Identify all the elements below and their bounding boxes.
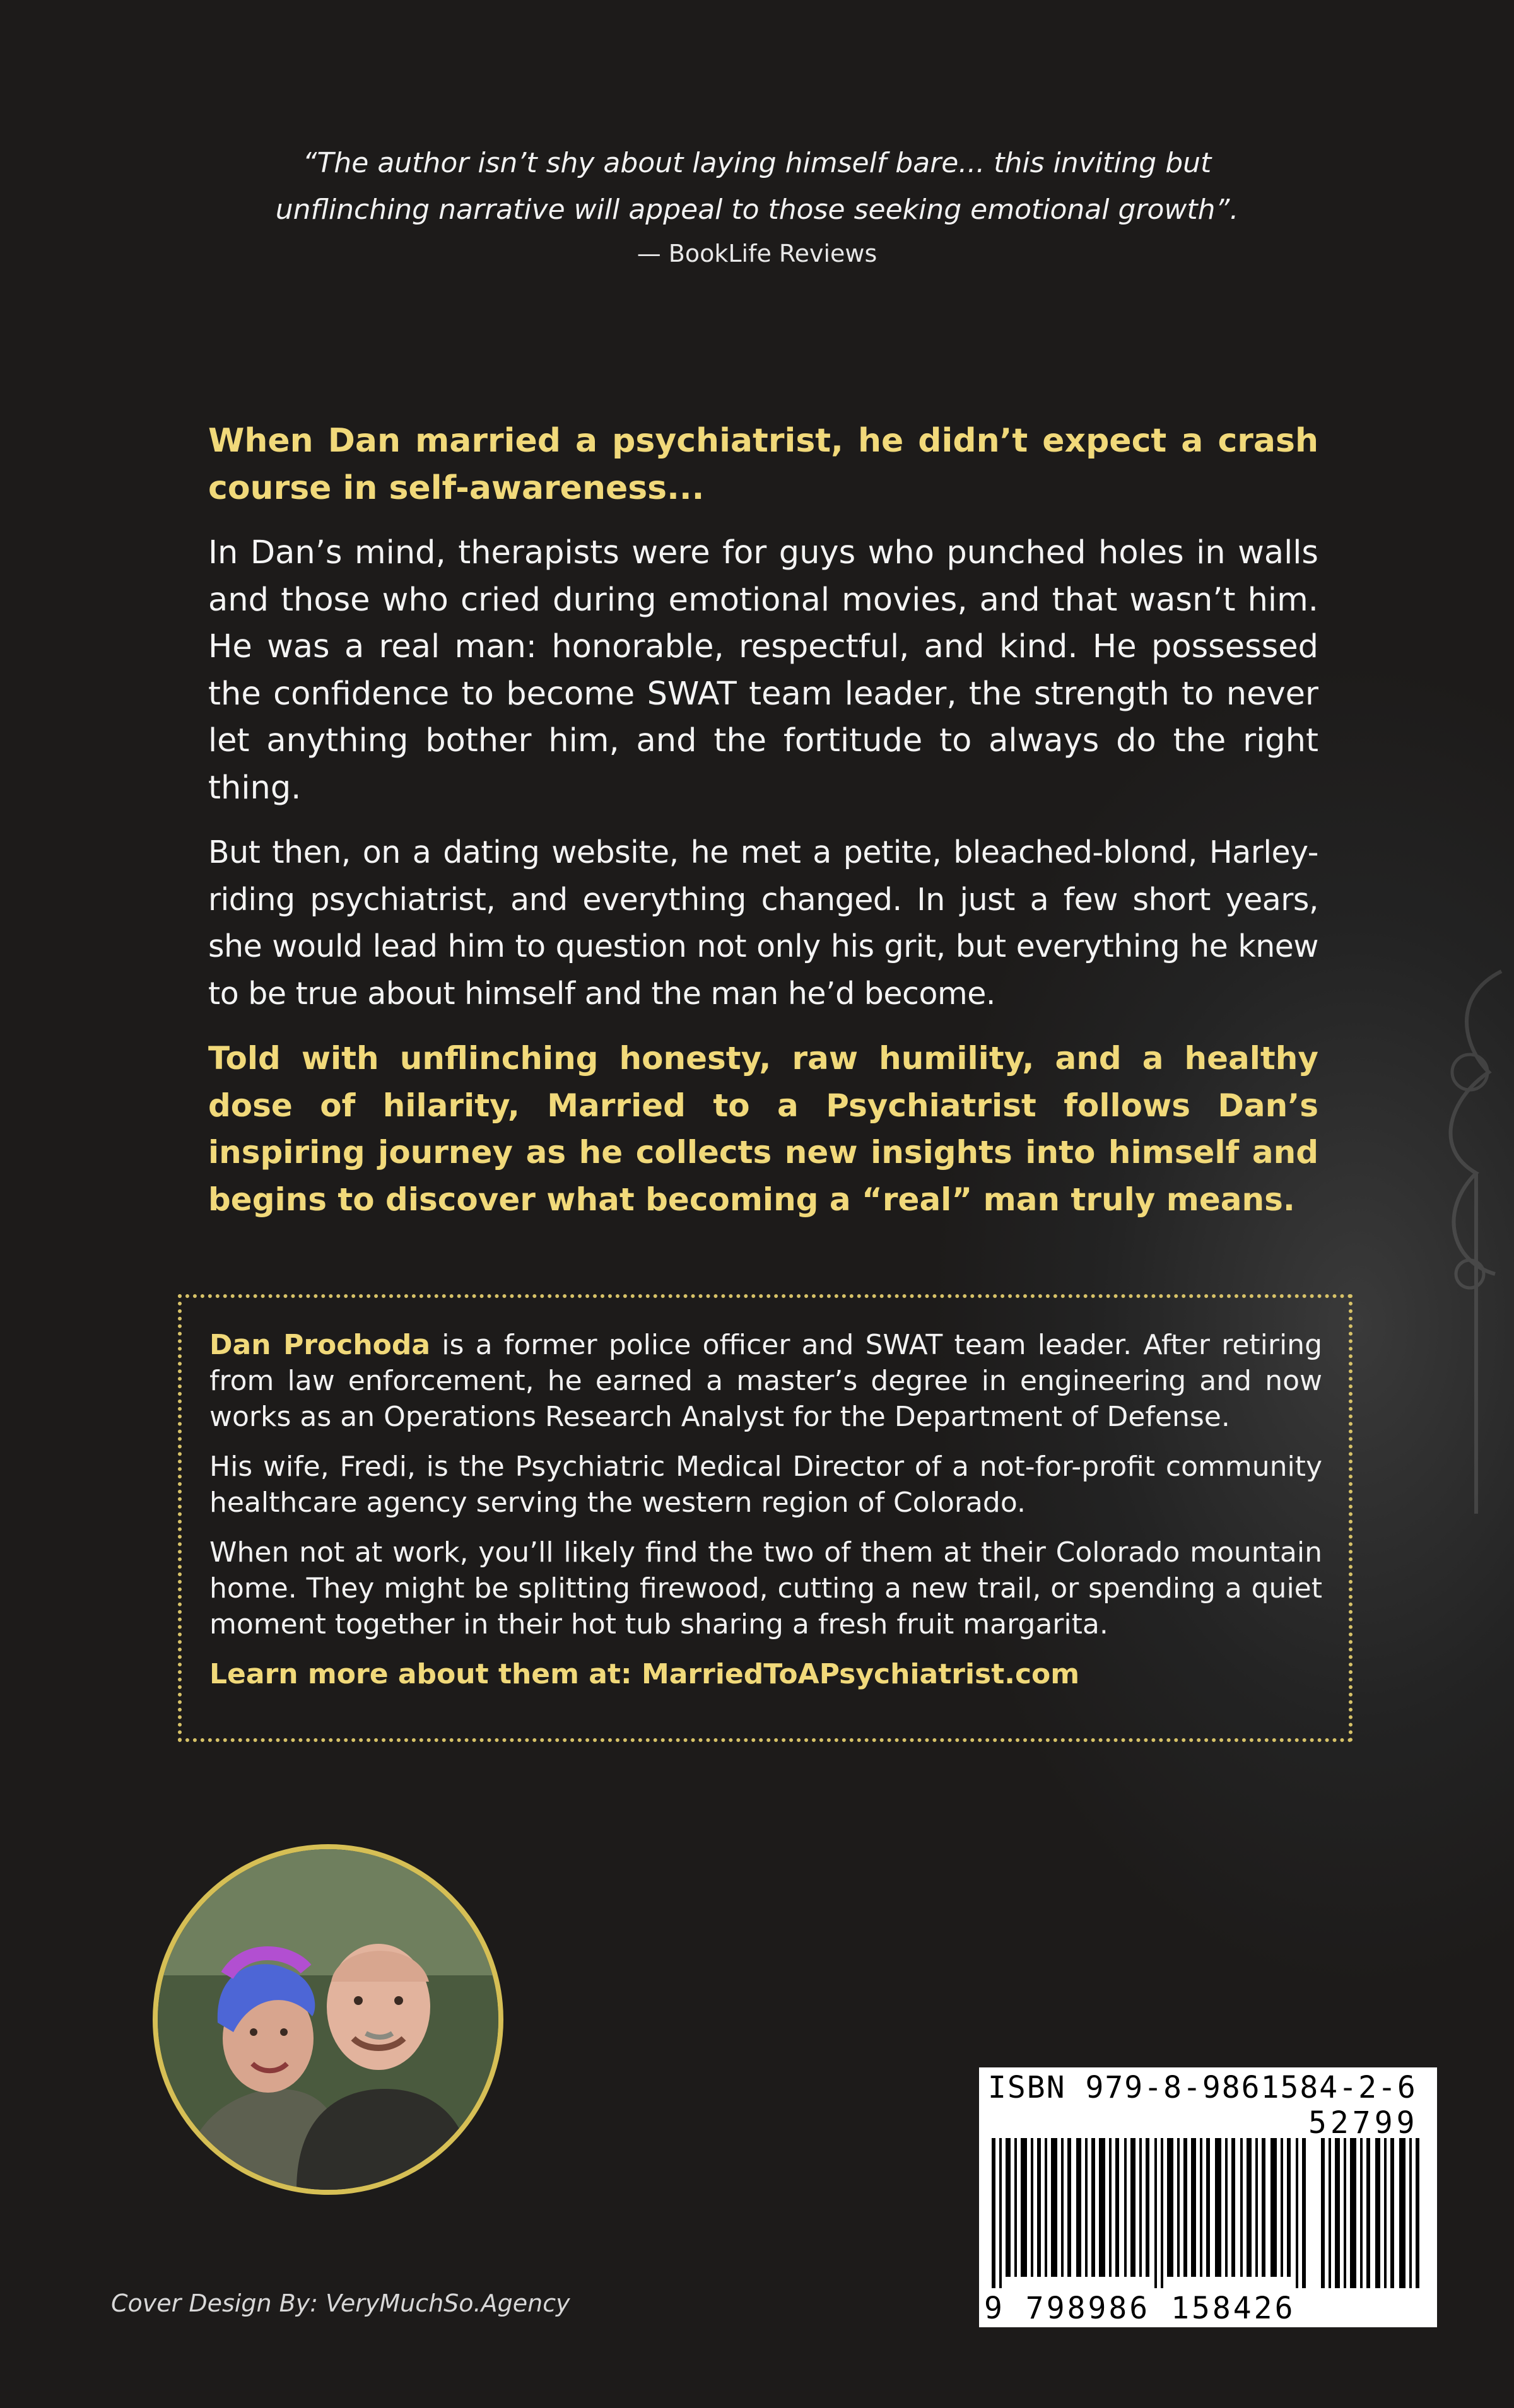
photo-of-couple-icon (158, 1849, 498, 2190)
price-code: 52799 (1308, 2105, 1419, 2141)
review-quote-line2: unflinching narrative will appeal to those seeking emotional growth”. (275, 194, 1239, 226)
blurb-paragraph-1: In Dan’s mind, therapists were for guys who punched holes in walls and those who cried during emotional movies, and that wasn’t him. He was a real man: honorable, respectful, and kind. He possessed the confidence to become SWAT team leader, the strength to never let anything bother him, and the fortitude to always do the right thing. (208, 534, 1318, 807)
website-link[interactable]: Learn more about them at: MarriedToAPsychiatrist.com (209, 1658, 1080, 1690)
author-name: Dan Prochoda (209, 1329, 431, 1361)
isbn-digits: 9 798986 158426 (984, 2291, 1296, 2326)
cover-design-credit: Cover Design By: VeryMuchSo.Agency (111, 2289, 570, 2317)
barcode-bars-icon (989, 2138, 1427, 2288)
bio-paragraph-3: When not at work, you’ll likely find the two of them at their Colorado mountain home. They might be splitting firewood, cutting a new trail, or spending a quiet moment together in their hot tub sharing a fresh fruit margarita. (209, 1536, 1322, 1640)
review-attribution: — BookLife Reviews (637, 240, 877, 267)
isbn-label: ISBN 979-8-9861584-2-6 (988, 2070, 1417, 2105)
blurb (208, 418, 1318, 1223)
bio-paragraph-1-text: is a former police officer and SWAT team leader. After retiring from law enforcement, he earned a master’s degree in engineering and now works as an Operations Research Analyst for the Department of Defense. (209, 1329, 1322, 1433)
review-quote-line1: “The author isn’t shy about laying himself bare... this inviting but (302, 147, 1212, 179)
bio-paragraph-2: His wife, Fredi, is the Psychiatric Medical Director of a not-for-profit community healthcare agency serving the western region of Colorado. (209, 1451, 1322, 1519)
author-photo (153, 1844, 503, 2195)
bio-paragraph-1 (209, 1327, 1322, 1435)
review-quote (189, 140, 1325, 233)
blurb-paragraph-2: But then, on a dating website, he met a petite, bleached-blond, Harley-riding psychiatrist, and everything changed. In just a few short years, she would lead him to question not only his grit, but everything he knew to be true about himself and the man he’d become. (208, 834, 1318, 1012)
blurb-closing: Told with unflinching honesty, raw humility, and a healthy dose of hilarity, Married to a Psychiatrist follows Dan’s inspiring journey as he collects new insights into himself and begins to discover what becoming a “real” man truly means. (208, 1040, 1318, 1218)
blurb-lead: When Dan married a psychiatrist, he didn’t expect a crash course in self-awareness... (208, 422, 1318, 507)
wall-ornament (1375, 946, 1514, 1514)
author-bio (209, 1327, 1322, 1692)
